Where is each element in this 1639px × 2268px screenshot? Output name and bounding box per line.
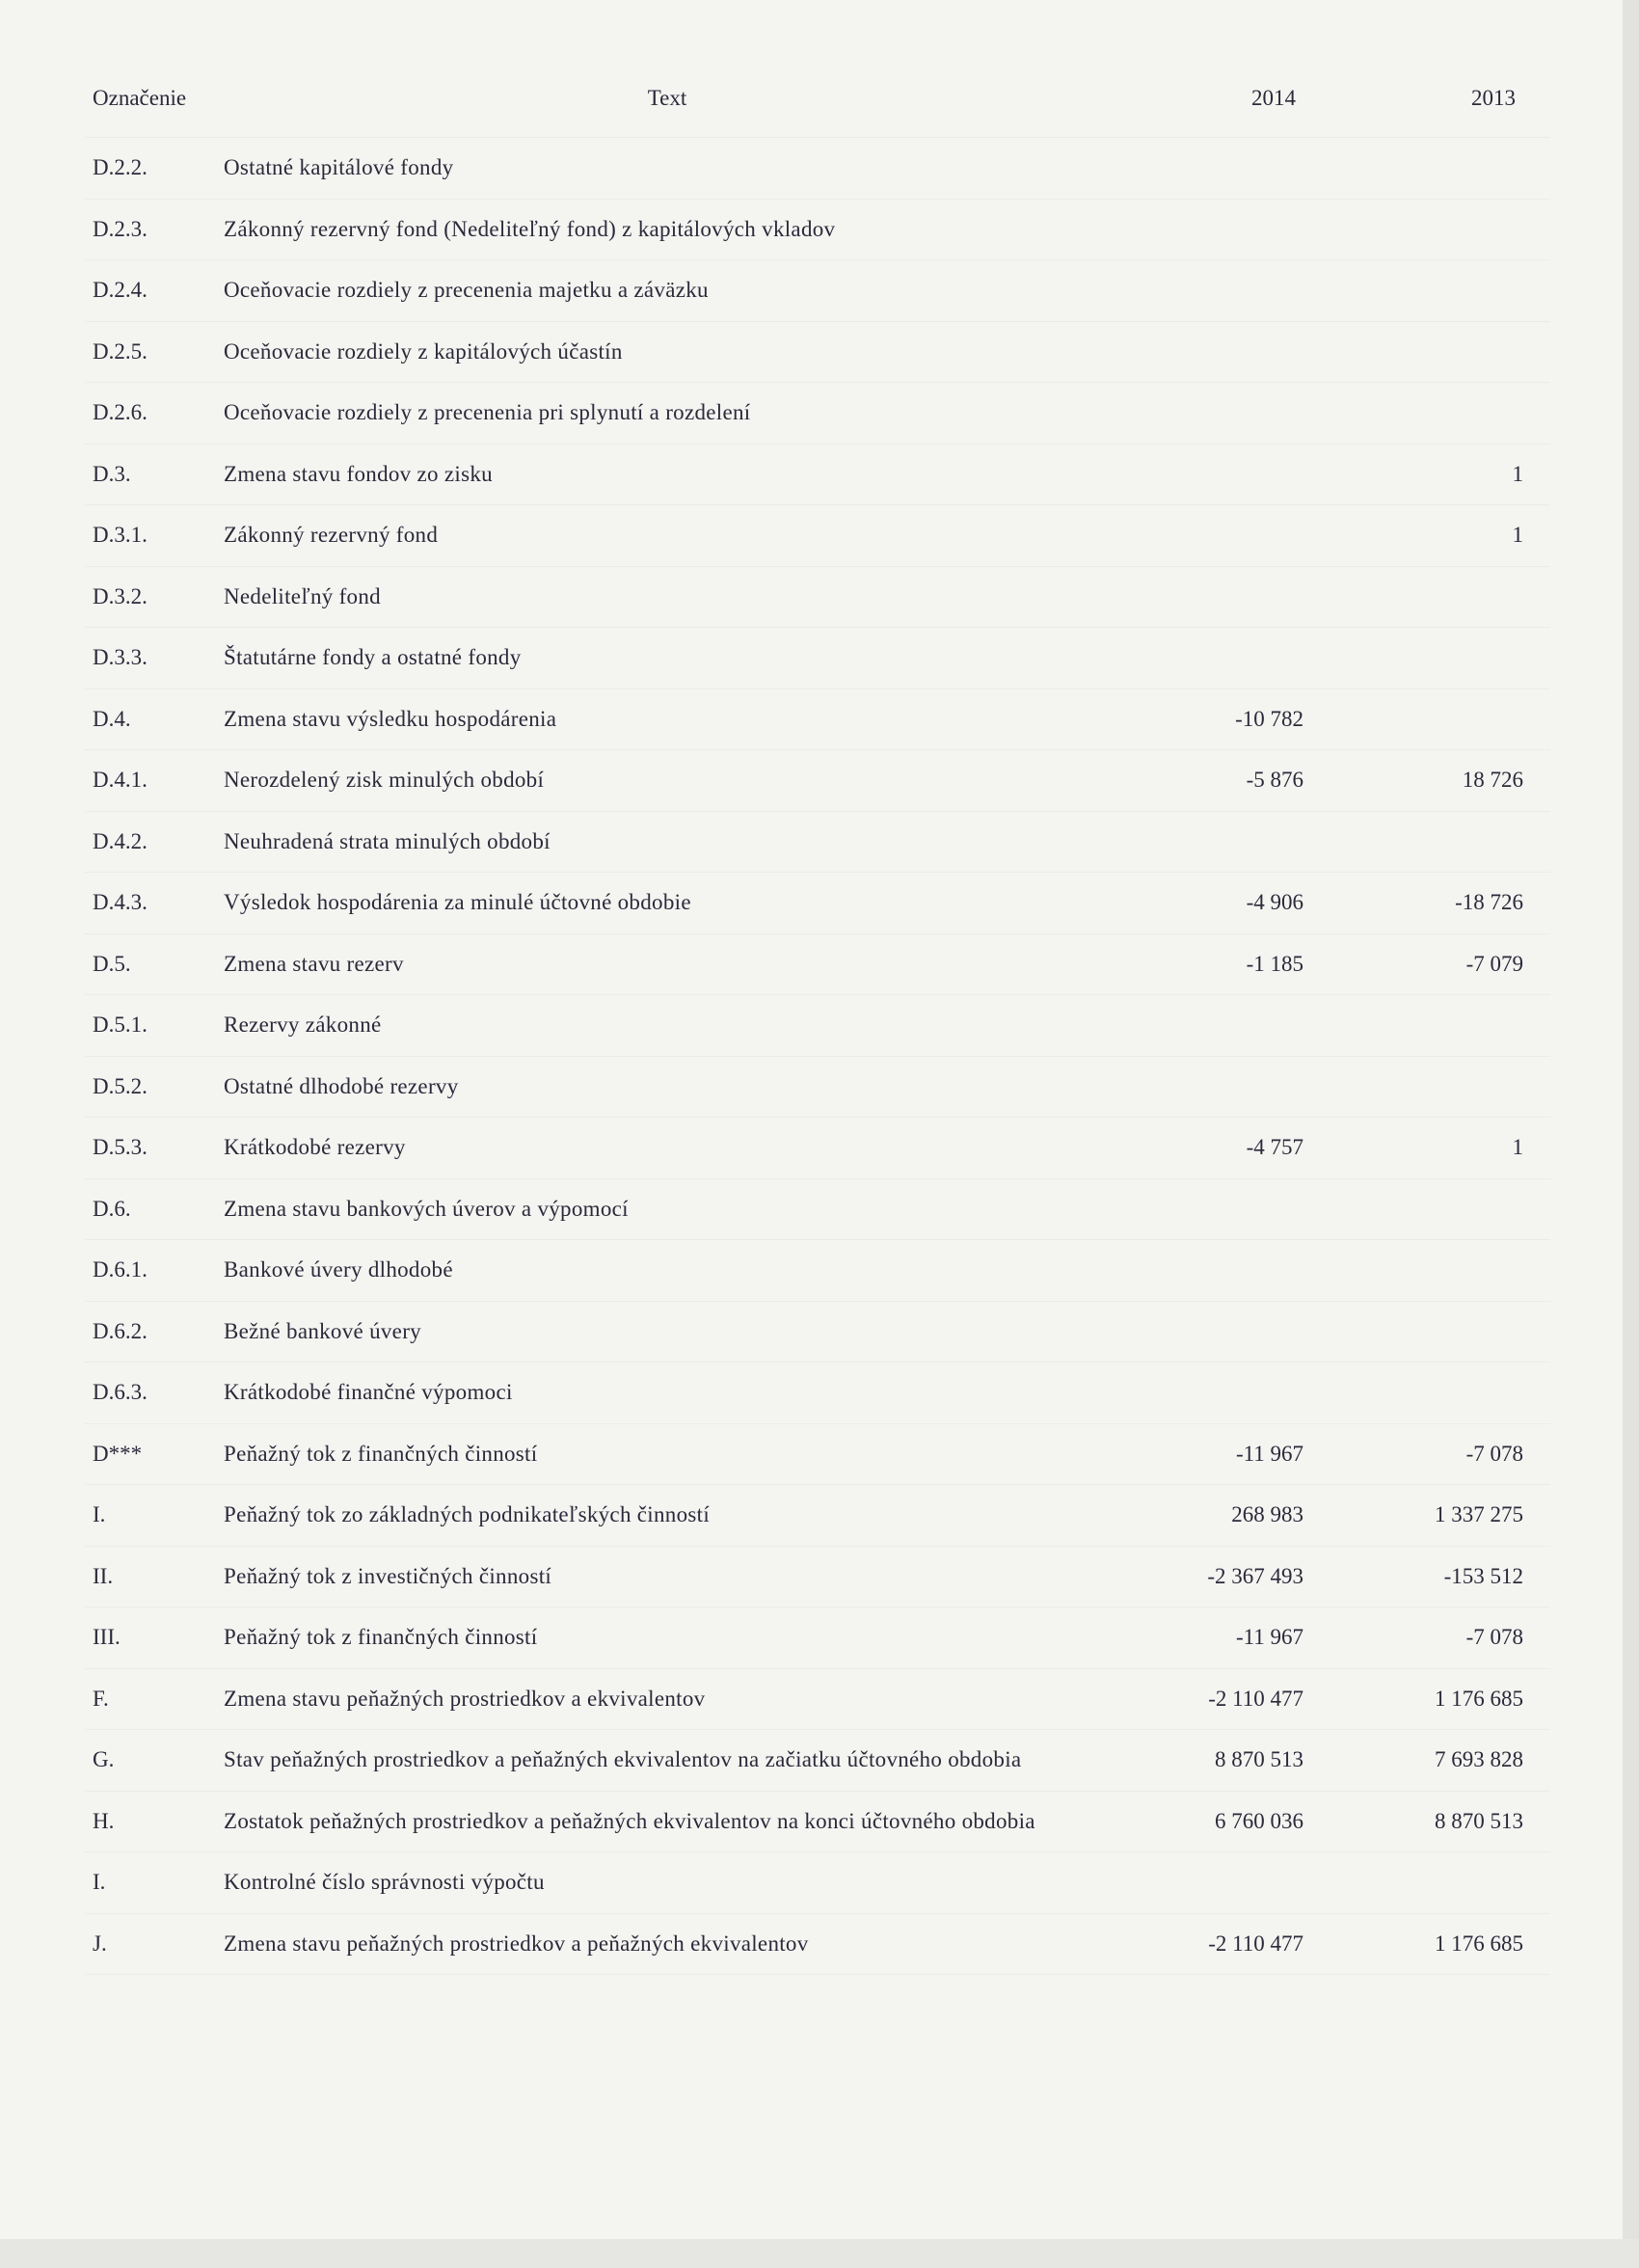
table-row <box>85 321 1550 383</box>
row-code: H. <box>85 1791 216 1852</box>
header-year-2013: 2013 <box>1330 60 1550 138</box>
row-text: Bežné bankové úvery <box>216 1301 1118 1363</box>
row-value-2014: 268 983 <box>1118 1485 1330 1547</box>
row-value-2014: -11 967 <box>1118 1423 1330 1485</box>
row-text: Ostatné dlhodobé rezervy <box>216 1056 1118 1118</box>
row-value-2013 <box>1330 1363 1550 1424</box>
row-text: Zákonný rezervný fond (Nedeliteľný fond) z kapitálových vkladov <box>216 199 1118 260</box>
row-value-2014: -4 906 <box>1118 873 1330 934</box>
row-value-2013: 8 870 513 <box>1330 1791 1550 1852</box>
row-value-2014: -4 757 <box>1118 1118 1330 1179</box>
row-value-2013 <box>1330 1178 1550 1240</box>
row-code: III. <box>85 1607 216 1669</box>
row-value-2014 <box>1118 444 1330 505</box>
table-header-row <box>85 60 1550 138</box>
row-value-2014: -10 782 <box>1118 688 1330 750</box>
row-code: D.3.3. <box>85 628 216 689</box>
row-text: Peňažný tok z finančných činností <box>216 1607 1118 1669</box>
row-code: D.4.3. <box>85 873 216 934</box>
row-value-2014 <box>1118 199 1330 260</box>
row-value-2013: 7 693 828 <box>1330 1730 1550 1792</box>
row-value-2014 <box>1118 1852 1330 1914</box>
row-text: Výsledok hospodárenia za minulé účtovné obdobie <box>216 873 1118 934</box>
row-value-2014 <box>1118 628 1330 689</box>
row-text: Oceňovacie rozdiely z precenenia majetku a záväzku <box>216 260 1118 322</box>
row-value-2013: -7 079 <box>1330 933 1550 995</box>
row-value-2014: -2 367 493 <box>1118 1546 1330 1607</box>
table-row <box>85 1056 1550 1118</box>
row-text: Zmena stavu fondov zo zisku <box>216 444 1118 505</box>
row-value-2013: 1 <box>1330 1118 1550 1179</box>
cash-flow-table <box>85 60 1550 1975</box>
row-value-2013 <box>1330 321 1550 383</box>
row-value-2013 <box>1330 688 1550 750</box>
row-value-2013: 1 337 275 <box>1330 1485 1550 1547</box>
row-value-2014 <box>1118 321 1330 383</box>
row-value-2013 <box>1330 1240 1550 1302</box>
row-code: D.2.4. <box>85 260 216 322</box>
row-text: Nedeliteľný fond <box>216 566 1118 628</box>
row-value-2013: 1 <box>1330 505 1550 567</box>
row-code: D.4.2. <box>85 811 216 873</box>
row-value-2013 <box>1330 1301 1550 1363</box>
row-text: Krátkodobé rezervy <box>216 1118 1118 1179</box>
row-value-2014 <box>1118 260 1330 322</box>
row-value-2013: 1 <box>1330 444 1550 505</box>
row-code: D.6.3. <box>85 1363 216 1424</box>
row-value-2013: 1 176 685 <box>1330 1913 1550 1975</box>
row-value-2013 <box>1330 1852 1550 1914</box>
table-row <box>85 138 1550 200</box>
row-code: J. <box>85 1913 216 1975</box>
row-code: D.2.2. <box>85 138 216 200</box>
row-text: Zákonný rezervný fond <box>216 505 1118 567</box>
scan-edge-bottom <box>0 2239 1639 2268</box>
row-code: D.6.2. <box>85 1301 216 1363</box>
row-value-2013: 18 726 <box>1330 750 1550 812</box>
table-row <box>85 383 1550 445</box>
row-value-2014 <box>1118 1178 1330 1240</box>
row-code: I. <box>85 1852 216 1914</box>
row-code: D.4.1. <box>85 750 216 812</box>
header-code: Označenie <box>85 60 216 138</box>
table-row <box>85 1668 1550 1730</box>
table-row <box>85 1913 1550 1975</box>
table-row <box>85 1240 1550 1302</box>
row-code: D.2.6. <box>85 383 216 445</box>
row-text: Zmena stavu bankových úverov a výpomocí <box>216 1178 1118 1240</box>
row-text: Kontrolné číslo správnosti výpočtu <box>216 1852 1118 1914</box>
table-row <box>85 1546 1550 1607</box>
table-row <box>85 1791 1550 1852</box>
row-value-2014 <box>1118 138 1330 200</box>
header-year-2014: 2014 <box>1118 60 1330 138</box>
row-code: D.5.1. <box>85 995 216 1057</box>
row-value-2014: -1 185 <box>1118 933 1330 995</box>
row-code: D.2.3. <box>85 199 216 260</box>
row-text: Zostatok peňažných prostriedkov a peňažných ekvivalentov na konci účtovného obdobia <box>216 1791 1118 1852</box>
row-text: Zmena stavu peňažných prostriedkov a ekvivalentov <box>216 1668 1118 1730</box>
table-row <box>85 628 1550 689</box>
row-code: F. <box>85 1668 216 1730</box>
row-text: Krátkodobé finančné výpomoci <box>216 1363 1118 1424</box>
table-row <box>85 199 1550 260</box>
row-code: D.4. <box>85 688 216 750</box>
row-text: Peňažný tok z finančných činností <box>216 1423 1118 1485</box>
row-value-2013 <box>1330 260 1550 322</box>
table-row <box>85 1423 1550 1485</box>
row-value-2014: 8 870 513 <box>1118 1730 1330 1792</box>
row-code: I. <box>85 1485 216 1547</box>
row-text: Zmena stavu rezerv <box>216 933 1118 995</box>
row-value-2013: -7 078 <box>1330 1423 1550 1485</box>
row-code: D.3.2. <box>85 566 216 628</box>
row-value-2014: 6 760 036 <box>1118 1791 1330 1852</box>
row-value-2014 <box>1118 383 1330 445</box>
row-text: Rezervy zákonné <box>216 995 1118 1057</box>
row-code: D.3.1. <box>85 505 216 567</box>
row-code: D.2.5. <box>85 321 216 383</box>
row-value-2013: -153 512 <box>1330 1546 1550 1607</box>
table-row <box>85 1852 1550 1914</box>
table-row <box>85 873 1550 934</box>
row-value-2014 <box>1118 566 1330 628</box>
row-text: Ostatné kapitálové fondy <box>216 138 1118 200</box>
row-code: D.6. <box>85 1178 216 1240</box>
row-value-2013 <box>1330 383 1550 445</box>
row-value-2014 <box>1118 1363 1330 1424</box>
table-row <box>85 688 1550 750</box>
row-code: D.3. <box>85 444 216 505</box>
table-row <box>85 1363 1550 1424</box>
row-text: Zmena stavu výsledku hospodárenia <box>216 688 1118 750</box>
row-value-2013 <box>1330 995 1550 1057</box>
table-row <box>85 933 1550 995</box>
row-text: Stav peňažných prostriedkov a peňažných ekvivalentov na začiatku účtovného obdobia <box>216 1730 1118 1792</box>
row-text: Bankové úvery dlhodobé <box>216 1240 1118 1302</box>
row-text: Oceňovacie rozdiely z kapitálových účastín <box>216 321 1118 383</box>
table-row <box>85 1607 1550 1669</box>
row-value-2013 <box>1330 138 1550 200</box>
row-code: D.5.3. <box>85 1118 216 1179</box>
row-value-2014 <box>1118 505 1330 567</box>
row-value-2013 <box>1330 811 1550 873</box>
row-value-2014: -5 876 <box>1118 750 1330 812</box>
row-value-2014 <box>1118 995 1330 1057</box>
table-row <box>85 1301 1550 1363</box>
row-value-2013: -18 726 <box>1330 873 1550 934</box>
row-code: D.5.2. <box>85 1056 216 1118</box>
header-text: Text <box>216 60 1118 138</box>
row-code: G. <box>85 1730 216 1792</box>
table-row <box>85 260 1550 322</box>
table-row <box>85 505 1550 567</box>
table-row <box>85 1118 1550 1179</box>
row-value-2014 <box>1118 1240 1330 1302</box>
row-value-2014 <box>1118 811 1330 873</box>
table-row <box>85 995 1550 1057</box>
row-text: Nerozdelený zisk minulých období <box>216 750 1118 812</box>
row-value-2013: -7 078 <box>1330 1607 1550 1669</box>
table-row <box>85 1178 1550 1240</box>
table-row <box>85 444 1550 505</box>
table-row <box>85 750 1550 812</box>
row-value-2013 <box>1330 199 1550 260</box>
row-text: Neuhradená strata minulých období <box>216 811 1118 873</box>
row-value-2013: 1 176 685 <box>1330 1668 1550 1730</box>
table-row <box>85 566 1550 628</box>
table-row <box>85 1730 1550 1792</box>
scan-edge-right <box>1623 0 1639 2268</box>
row-value-2014: -2 110 477 <box>1118 1913 1330 1975</box>
row-value-2014 <box>1118 1301 1330 1363</box>
row-value-2014: -2 110 477 <box>1118 1668 1330 1730</box>
row-text: Peňažný tok zo základných podnikateľských činností <box>216 1485 1118 1547</box>
row-value-2014: -11 967 <box>1118 1607 1330 1669</box>
table-row <box>85 1485 1550 1547</box>
row-code: D.5. <box>85 933 216 995</box>
row-value-2013 <box>1330 628 1550 689</box>
row-code: D*** <box>85 1423 216 1485</box>
row-text: Zmena stavu peňažných prostriedkov a peňažných ekvivalentov <box>216 1913 1118 1975</box>
row-text: Peňažný tok z investičných činností <box>216 1546 1118 1607</box>
row-text: Oceňovacie rozdiely z precenenia pri splynutí a rozdelení <box>216 383 1118 445</box>
row-code: D.6.1. <box>85 1240 216 1302</box>
row-value-2013 <box>1330 1056 1550 1118</box>
row-code: II. <box>85 1546 216 1607</box>
table-row <box>85 811 1550 873</box>
row-text: Štatutárne fondy a ostatné fondy <box>216 628 1118 689</box>
row-value-2013 <box>1330 566 1550 628</box>
row-value-2014 <box>1118 1056 1330 1118</box>
